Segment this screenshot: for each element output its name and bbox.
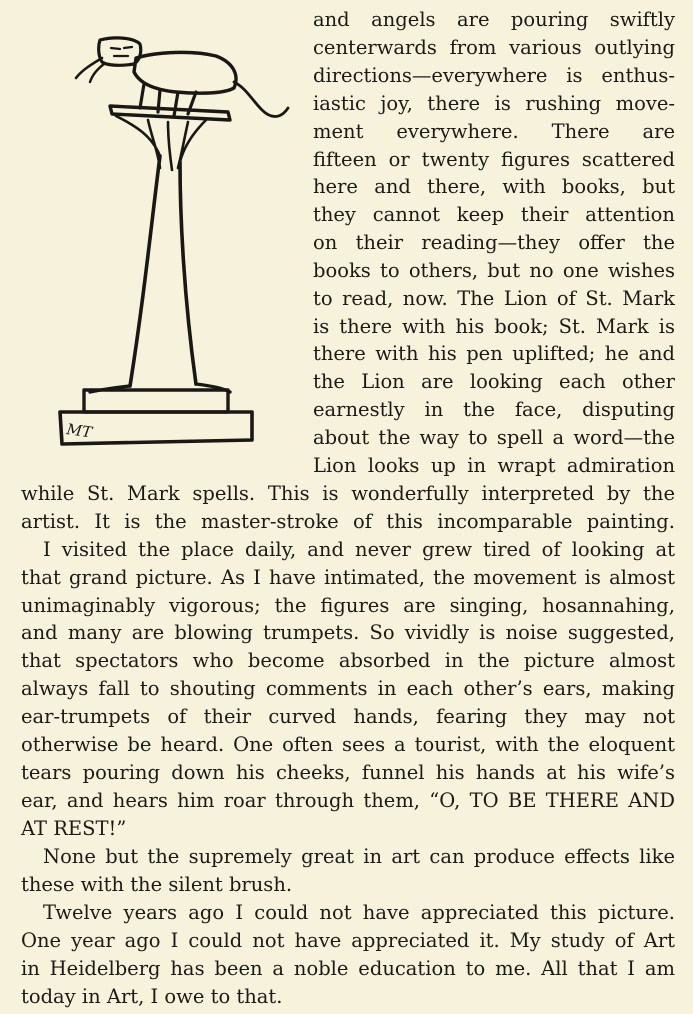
text-line: and many are blowing trumpets. So vividly is noise suggested, [21, 621, 675, 644]
text-line: while St. Mark spells. This is wonderfully interpreted by the [21, 482, 675, 505]
text-line: ear-trumpets of their curved hands, fearing they may not [21, 705, 675, 728]
text-line: on their reading—they offer the [313, 231, 675, 254]
text-line: there with his pen uplifted; he and [313, 342, 675, 365]
text-line: otherwise be heard. One often sees a tourist, with the eloquent [21, 733, 675, 756]
text-line: they cannot keep their attention [313, 203, 675, 226]
text-line: books to others, but no one wishes [313, 259, 675, 282]
text-line: that spectators who become absorbed in the picture almost [21, 649, 675, 672]
text-line: centerwards from various outlying [313, 36, 675, 59]
text-line: the Lion are looking each other [313, 370, 675, 393]
text-line: artist. It is the master-stroke of this incomparable painting. [21, 510, 675, 533]
text-line: ment everywhere. There are [313, 120, 675, 143]
text-line: fifteen or twenty figures scattered [313, 148, 675, 171]
svg-text:MT: MT [65, 420, 94, 442]
text-line: iastic joy, there is rushing move- [313, 92, 675, 115]
text-line: unimaginably vigorous; the figures are singing, hosannahing, [21, 594, 675, 617]
text-line: that grand picture. As I have intimated, the movement is almost [21, 566, 675, 589]
text-line: to read, now. The Lion of St. Mark [313, 287, 675, 310]
text-line: Lion looks up in wrapt admiration [313, 454, 675, 477]
text-line: in Heidelberg has been a noble education to me. All that I am [21, 957, 675, 980]
paragraph-start-line: None but the supremely great in art can produce effects like [43, 845, 675, 868]
text-line: about the way to spell a word—the [313, 426, 675, 449]
text-line: directions—everywhere is enthus- [313, 64, 675, 87]
text-line: earnestly in the face, disputing [313, 398, 675, 421]
text-line: always fall to shouting comments in each other’s ears, making [21, 677, 675, 700]
paragraph-start-line: Twelve years ago I could not have appreciated this picture. [43, 901, 675, 924]
text-line: here and there, with books, but [313, 175, 675, 198]
pillar-sketch-illustration [56, 28, 296, 453]
text-line: is there with his book; St. Mark is [313, 315, 675, 338]
text-line: tears pouring down his cheeks, funnel his hands at his wife’s [21, 761, 675, 784]
text-line: One year ago I could not have appreciated it. My study of Art [21, 929, 675, 952]
text-line: these with the silent brush. [21, 873, 293, 896]
text-line: today in Art, I owe to that. [21, 985, 283, 1008]
paragraph-start-line: I visited the place daily, and never grew tired of looking at [43, 538, 675, 561]
text-line: AT REST!” [21, 817, 127, 840]
text-line: and angels are pouring swiftly [313, 8, 675, 31]
text-line: ear, and hears him roar through them, “O, TO BE THERE AND [21, 789, 675, 812]
